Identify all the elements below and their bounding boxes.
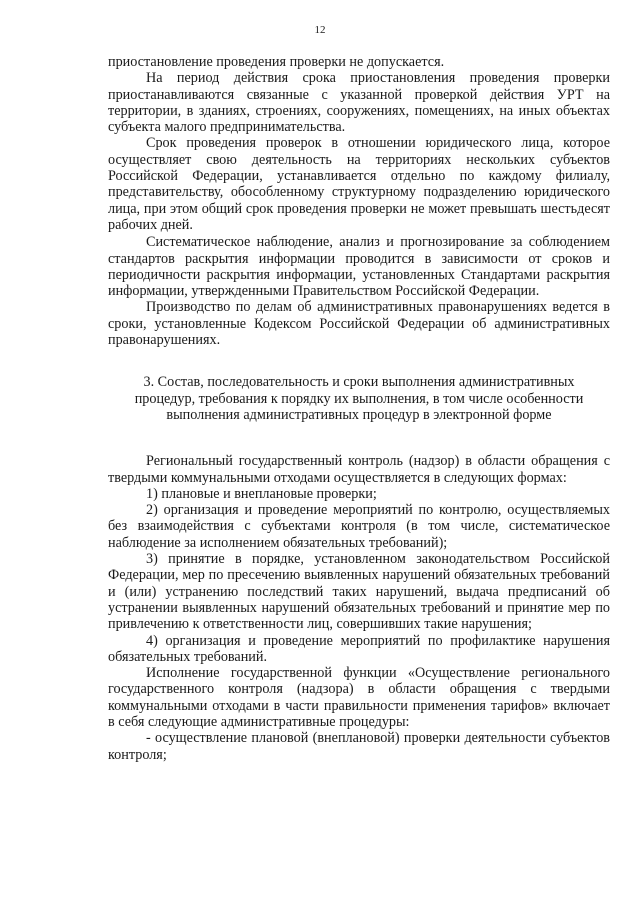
section-heading-line: 3. Состав, последовательность и сроки выполнения административных [143,374,575,391]
list-item: 2) организация и проведение мероприятий по контролю, осуществляемых без взаимодействия с субъектами контроля (в том числе, систематическое наблюдение за исполнением обязательных требований); [108,502,610,551]
list-item: 1) плановые и внеплановые проверки; [146,485,377,502]
page-number: 12 [314,24,326,36]
section-heading-line: выполнения административных процедур в электронной форме [166,406,552,423]
paragraph: Срок проведения проверок в отношении юридического лица, которое осуществляет свою деятельность на территориях нескольких субъектов Российской Федерации, устанавливается отдельно по каждому филиалу, представительству, обособленному структурному подразделению юридического лица, при этом общий срок проведения проверки не может превышать шестьдесят рабочих дней. [108,135,610,233]
paragraph: приостановление проведения проверки не допускается. [108,54,445,70]
section-heading-line: процедур, требования к порядку их выполнения, в том числе особенности [134,390,584,407]
list-item: - осуществление плановой (внеплановой) проверки деятельности субъектов контроля; [108,730,610,763]
paragraph: Производство по делам об административных правонарушениях ведется в сроки, установленные Кодексом Российской Федерации об административных правонарушениях. [108,299,610,349]
list-item: 3) принятие в порядке, установленном законодательством Российской Федерации, мер по пресечению выявленных нарушений обязательных требований и (или) устранению последствий таких нарушений, выдача предписаний об устранении выявленных нарушений обязательных требований и принятие мер по привлечению к ответственности лиц, совершивших такие нарушения; [108,551,610,633]
paragraph: Региональный государственный контроль (надзор) в области обращения с твердыми коммунальными отходами осуществляется в следующих формах: [108,453,610,486]
paragraph: На период действия срока приостановления проведения проверки приостанавливаются связанные с указанной проверкой действия УРТ на территории, в зданиях, строениях, сооружениях, помещениях, на иных объектах субъекта малого предпринимательства. [108,70,610,136]
document-body [108,54,610,763]
paragraph: Исполнение государственной функции «Осуществление регионального государственного контроля (надзора) в области обращения с твердыми коммунальными отходами в части правильности применения тарифов» включает в себя следующие административные процедуры: [108,665,610,730]
section-heading [108,374,610,423]
list-item: 4) организация и проведение мероприятий по профилактике нарушения обязательных требований. [108,632,610,665]
paragraph: Систематическое наблюдение, анализ и прогнозирование за соблюдением стандартов раскрытия информации проводится в зависимости от сроков и периодичности раскрытия информации, установленных Стандартами раскрытия информации, утвержденными Правительством Российской Федерации. [108,234,610,300]
